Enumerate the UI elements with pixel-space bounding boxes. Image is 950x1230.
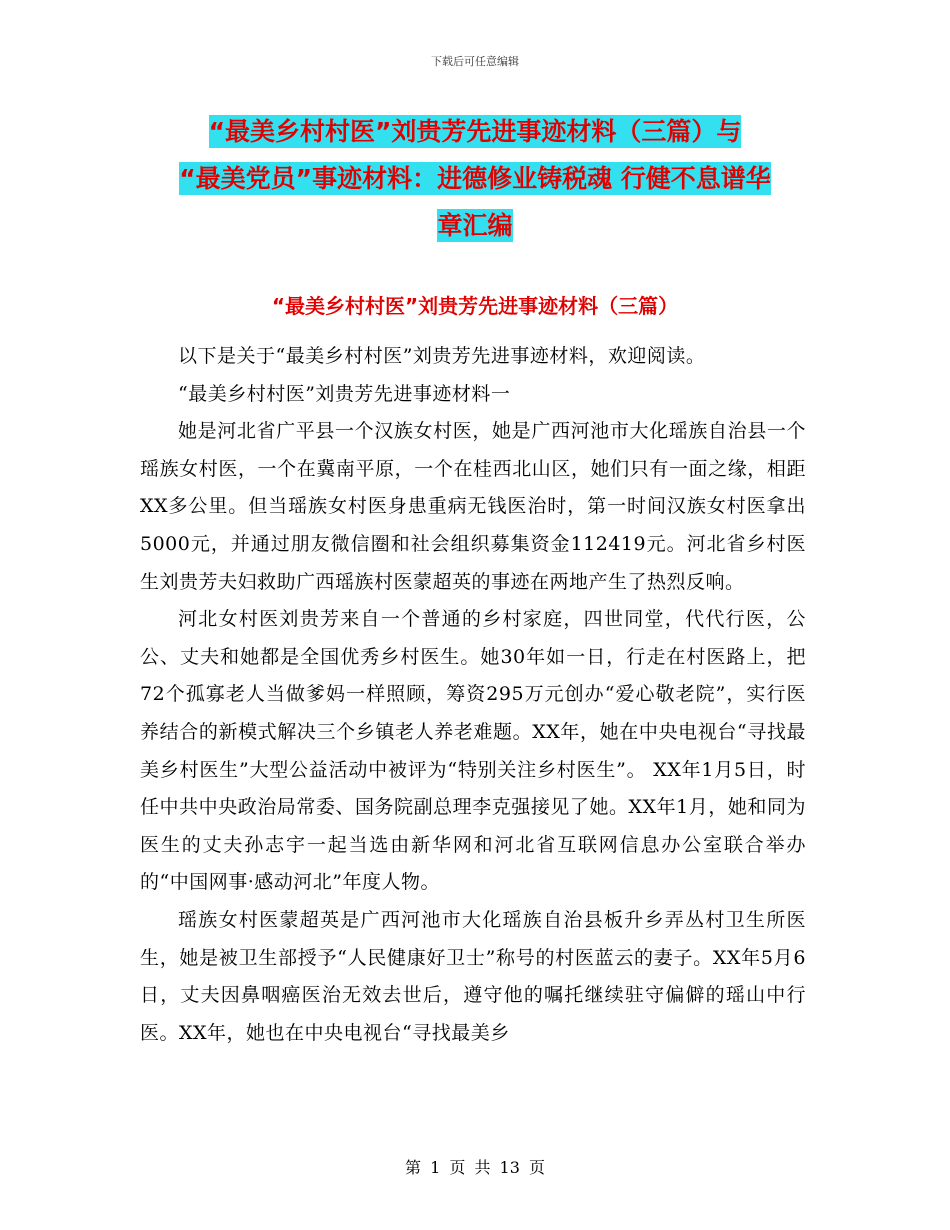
paragraph: 以下是关于“最美乡村村医”刘贵芳先进事迹材料，欢迎阅读。 <box>178 345 706 367</box>
page-number: 第 1 页 共 13 页 <box>405 1158 545 1177</box>
paragraph: “最美乡村村医”刘贵芳先进事迹材料一 <box>178 382 511 405</box>
title-line-2: “最美党员”事迹材料：进德修业铸税魂 行健不息谱华 <box>179 164 771 193</box>
document-title <box>140 108 810 249</box>
paragraph: 她是河北省广平县一个汉族女村医，她是广西河池市大化瑶族自治县一个瑶族女村医，一个在冀南平原，一个在桂西北山区，她们只有一面之缘，相距 XX多公里。但当瑶族女村医身患重病无钱医治时，第一时间汉族女村医拿出5000元，并通过朋友微信圈和社会组织募集资金112419元。河北省乡村医生刘贵芳夫妇救助广西瑶族村医蒙超英的事迹在两地产生了热烈反响。 <box>140 420 806 593</box>
paragraph: 瑶族女村医蒙超英是广西河池市大化瑶族自治县板升乡弄丛村卫生所医生，她是被卫生部授予“人民健康好卫士”称号的村医蓝云的妻子。XX年5月6日，丈夫因鼻咽癌医治无效去世后，遵守他的嘱托继续驻守偏僻的瑶山中行医。XX年，她也在中央电视台“寻找最美乡 <box>140 908 806 1044</box>
section-title: “最美乡村村医”刘贵芳先进事迹材料（三篇） <box>271 294 679 318</box>
page-header: 下载后可任意编辑 <box>431 55 519 68</box>
body-text <box>140 338 806 1052</box>
title-line-3: 章汇编 <box>437 211 513 240</box>
paragraph: 河北女村医刘贵芳来自一个普通的乡村家庭，四世同堂，代代行医，公公、丈夫和她都是全国优秀乡村医生。她30年如一日，行走在村医路上，把72个孤寡老人当做爹妈一样照顾，筹资295万元创办“爱心敬老院”，实行医养结合的新模式解决三个乡镇老人养老难题。XX年，她在中央电视台“寻找最美乡村医生”大型公益活动中被评为“特别关注乡村医生”。 XX年1月5日，时任中共中央政治局常委、国务院副总理李克强接见了她。XX年1月，她和同为医生的丈夫孙志宇一起当选由新华网和河北省互联网信息办公室联合举办的“中国网事·感动河北”年度人物。 <box>140 608 806 894</box>
title-line-1: “最美乡村村医”刘贵芳先进事迹材料（三篇）与 <box>208 117 742 146</box>
